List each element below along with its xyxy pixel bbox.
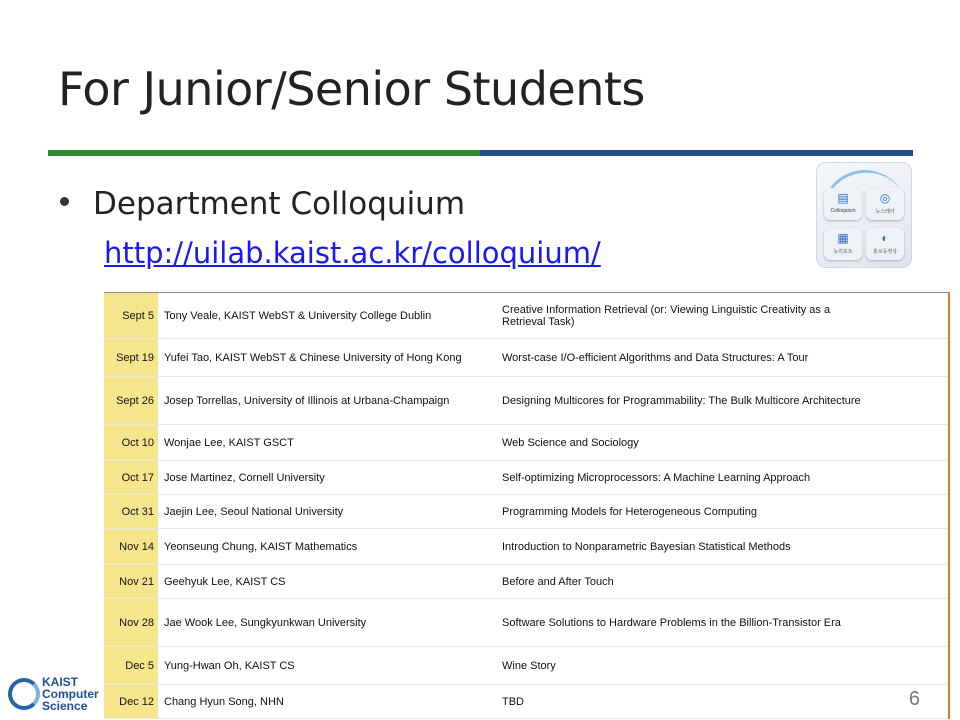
- bullet-dot-icon: [60, 197, 69, 206]
- table-row: [104, 565, 949, 599]
- thumbnail-tile: ◐ 홍보동영상: [866, 228, 904, 260]
- date-cell: Dec 5: [104, 647, 158, 685]
- bullet-text: Department Colloquium: [93, 186, 466, 222]
- orbit-icon: ◎: [879, 191, 891, 205]
- speaker-cell: Yufei Tao, KAIST WebST & Chinese University of Hong Kong: [158, 339, 498, 377]
- talk-cell: Before and After Touch: [498, 565, 949, 599]
- title-underline-green: [48, 150, 480, 156]
- speaker-cell: Jaejin Lee, Seoul National University: [158, 495, 498, 529]
- talk-cell: Designing Multicores for Programmability: The Bulk Multicore Architecture: [498, 377, 949, 425]
- talk-cell: Self-optimizing Microprocessors: A Machine Learning Approach: [498, 461, 949, 495]
- talk-cell: Introduction to Nonparametric Bayesian Statistical Methods: [498, 529, 949, 565]
- colloquium-link[interactable]: http://uilab.kaist.ac.kr/colloquium/: [104, 236, 601, 270]
- table-row: [104, 495, 949, 529]
- date-cell: Oct 10: [104, 425, 158, 461]
- film-icon: ◐: [881, 231, 889, 245]
- kaist-cs-logo: [8, 676, 104, 720]
- date-cell: Oct 17: [104, 461, 158, 495]
- date-cell: Nov 14: [104, 529, 158, 565]
- speaker-cell: Tony Veale, KAIST WebST & University College Dublin: [158, 293, 498, 339]
- date-cell: Nov 21: [104, 565, 158, 599]
- colloquium-table: [104, 292, 950, 719]
- talk-cell: TBD: [498, 685, 949, 719]
- table-row: [104, 425, 949, 461]
- table-row: [104, 377, 949, 425]
- date-cell: Nov 28: [104, 599, 158, 647]
- speaker-cell: Yung-Hwan Oh, KAIST CS: [158, 647, 498, 685]
- bag-icon: ▦: [837, 231, 849, 245]
- table-row: [104, 529, 949, 565]
- talk-cell: Wine Story: [498, 647, 949, 685]
- logo-text: KAIST Computer Science: [42, 675, 99, 713]
- date-cell: Sept 19: [104, 339, 158, 377]
- page-number: 6: [908, 688, 920, 710]
- book-icon: ▤: [837, 191, 849, 205]
- thumbnail-tile: ▤ Colloquium: [824, 188, 862, 220]
- table-row: [104, 339, 949, 377]
- website-thumbnail: [816, 162, 912, 268]
- speaker-cell: Jose Martinez, Cornell University: [158, 461, 498, 495]
- speaker-cell: Chang Hyun Song, NHN: [158, 685, 498, 719]
- table-row: [104, 599, 949, 647]
- kaist-emblem-icon: [8, 678, 40, 710]
- thumbnail-tile: ◎ 뉴스레터: [866, 188, 904, 220]
- table-row: [104, 293, 949, 339]
- date-cell: Sept 26: [104, 377, 158, 425]
- speaker-cell: Geehyuk Lee, KAIST CS: [158, 565, 498, 599]
- speaker-cell: Josep Torrellas, University of Illinois at Urbana-Champaign: [158, 377, 498, 425]
- table-row: [104, 461, 949, 495]
- talk-cell: Web Science and Sociology: [498, 425, 949, 461]
- slide-title: For Junior/Senior Students: [58, 62, 645, 116]
- table-row: [104, 685, 949, 719]
- speaker-cell: Jae Wook Lee, Sungkyunkwan University: [158, 599, 498, 647]
- talk-cell: Creative Information Retrieval (or: Viewing Linguistic Creativity as a Retrieval Task): [498, 293, 949, 339]
- talk-cell: Worst-case I/O-efficient Algorithms and Data Structures: A Tour: [498, 339, 949, 377]
- bullet-item: [60, 186, 465, 222]
- thumbnail-tile: ▦ 뉴리포트: [824, 228, 862, 260]
- table-row: [104, 647, 949, 685]
- date-cell: Oct 31: [104, 495, 158, 529]
- date-cell: Dec 12: [104, 685, 158, 719]
- date-cell: Sept 5: [104, 293, 158, 339]
- title-underline-blue: [480, 150, 913, 156]
- talk-cell: Programming Models for Heterogeneous Computing: [498, 495, 949, 529]
- speaker-cell: Yeonseung Chung, KAIST Mathematics: [158, 529, 498, 565]
- speaker-cell: Wonjae Lee, KAIST GSCT: [158, 425, 498, 461]
- talk-cell: Software Solutions to Hardware Problems in the Billion-Transistor Era: [498, 599, 949, 647]
